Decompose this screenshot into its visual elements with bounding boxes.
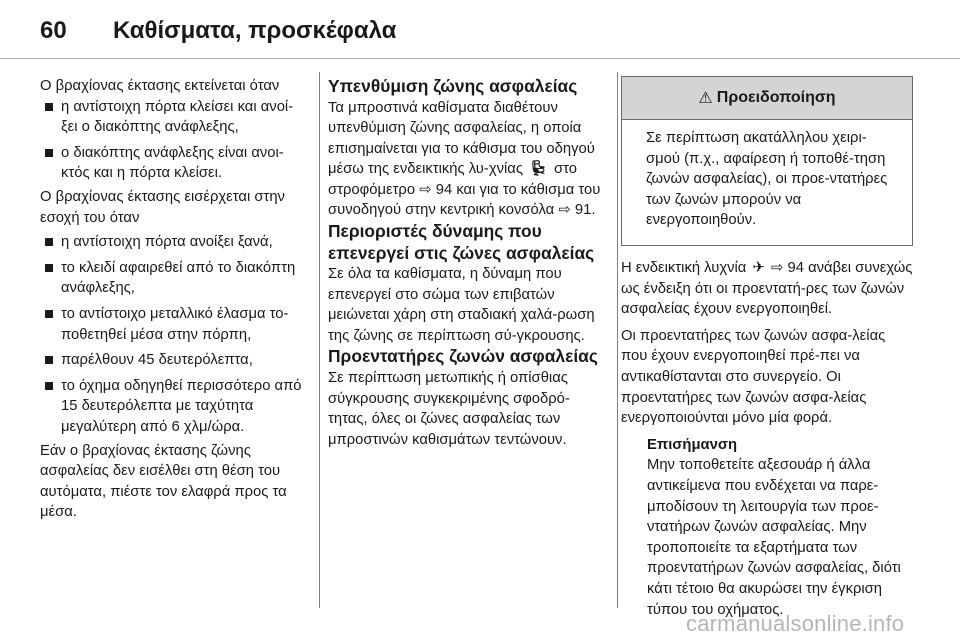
column-middle (328, 76, 606, 450)
paragraph-retract-intro: Ο βραχίονας έκτασης εισέρχεται στην εσοχή του όταν (40, 188, 285, 226)
paragraph-manual-retract: Εάν ο βραχίονας έκτασης ζώνης ασφαλείας δεν εισέλθει στη θέση του αυτόματα, πιέστε τον ελαφρά προς τα μέσα. (40, 442, 287, 521)
paragraph-pretensioners: Σε περίπτωση μετωπικής ή οπίσθιας σύγκρουσης συγκεκριμένης σφοδρό-τητας, όλες οι ζώνες ασφαλείας των μπροστινών καθισμάτων τεντώνουν. (328, 369, 570, 448)
list-item: η αντίστοιχη πόρτα ανοίξει ξανά, (40, 232, 308, 253)
page-ref-arrow-icon: ⇨ (558, 202, 571, 219)
page-title: Καθίσματα, προσκέφαλα (113, 17, 397, 44)
seatbelt-icon: 💺︎ (529, 161, 548, 178)
page-ref-arrow-icon: ⇨ (770, 260, 784, 276)
header-divider (0, 58, 960, 59)
warning-triangle-icon: ⚠ (698, 90, 713, 107)
watermark: carmanualsonline.info (686, 611, 905, 636)
text-segment: Τα μπροστινά καθίσματα διαθέτουν υπενθύμιση ζώνης ασφαλείας, η οποία επισημαίνεται για το κάθισμα του οδηγού μέσω της ενδεικτικής λυ-χνίας (328, 99, 595, 178)
page-header (0, 0, 960, 62)
list-item: παρέλθουν 45 δευτερόλεπτα, (40, 350, 308, 371)
paragraph-replacement: Οι προεντατήρες των ζωνών ασφα-λείας που έχουν ενεργοποιηθεί πρέ-πει να αντικαθίστανται στο συνεργείο. Οι προεντατήρες των ζωνών ασφα-λείας ενεργοποιούνται μόνο μία φορά. (621, 327, 886, 427)
heading-seatbelt-reminder: Υπενθύμιση ζώνης ασφαλείας (328, 76, 578, 96)
note-text: Μην τοποθετείτε αξεσουάρ ή άλλα αντικείμενα που ενδέχεται να παρε-μποδίσουν τη λειτουργία των προε-ντατήρων ζωνών ασφαλείας. Μην τροποποιείτε τα εξαρτήματα των προεντατήρων ζωνών ασφαλείας, διότι κάτι τέτοιο θα ακυρώσει την έγκριση τύπου του οχήματος. (647, 457, 901, 618)
list-item: η αντίστοιχη πόρτα κλείσει και ανοί-ξει ο διακόπτης ανάφλεξης, (40, 97, 308, 138)
warning-header (622, 77, 912, 120)
paragraph-indicator (621, 258, 913, 320)
retract-conditions-list (40, 232, 308, 437)
paragraph-extend-intro: Ο βραχίονας έκτασης εκτείνεται όταν (40, 78, 280, 94)
column-divider-1 (319, 72, 320, 608)
list-item: το κλειδί αφαιρεθεί από το διακόπτη ανάφλεξης, (40, 258, 308, 299)
text-segment: στο στροφόμετρο (328, 161, 578, 198)
column-right (621, 258, 913, 620)
list-item: το αντίστοιχο μεταλλικό έλασμα το-ποθετηθεί μέσα στην πόρπη, (40, 304, 308, 345)
column-left (40, 76, 308, 523)
text-segment: Η ενδεικτική λυχνία (621, 260, 747, 276)
paragraph-seatbelt-reminder (328, 98, 606, 222)
heading-force-limiters: Περιοριστές δύναμης που επενεργεί στις ζώνες ασφαλείας (328, 221, 595, 263)
page-ref: 94 (435, 181, 453, 198)
warning-box (621, 76, 913, 246)
paragraph-force-limiters: Σε όλα τα καθίσματα, η δύναμη που επενεργεί στο σώμα των επιβατών μειώνεται χάρη στη σταδιακή χαλά-ρωση της ζώνης σε περίπτωση σύ-γκρουσης. (328, 266, 595, 344)
list-item: το όχημα οδηγηθεί περισσότερο από 15 δευτερόλεπτα με ταχύτητα μεγαλύτερη από 6 χλμ/ώρα. (40, 376, 308, 438)
airbag-indicator-icon: ✈︎ (752, 260, 765, 276)
page-ref: 94 (787, 260, 804, 276)
list-item: ο διακόπτης ανάφλεξης είναι ανοι-κτός και η πόρτα κλείσει. (40, 143, 308, 184)
column-divider-2 (617, 72, 618, 608)
page-ref: 91. (574, 202, 596, 219)
warning-title: Προειδοποίηση (716, 89, 836, 106)
page-number: 60 (40, 17, 67, 44)
text-segment: ανάβει συνεχώς ως ένδειξη ότι οι προεντατή-ρες των ζωνών ασφαλείας έχουν ενεργοποιηθεί. (621, 260, 913, 318)
warning-text: Σε περίπτωση ακατάλληλου χειρι-σμού (π.χ., αφαίρεση ή τοποθέ-τηση ζωνών ασφαλείας), οι προε-ντατήρες των ζωνών μπορούν να ενεργοποιηθούν. (646, 130, 888, 229)
note-block (621, 435, 913, 620)
note-title: Επισήμανση (647, 436, 738, 453)
page-ref-arrow-icon: ⇨ (419, 181, 432, 198)
extend-conditions-list (40, 97, 308, 184)
text-segment: και για το κάθισμα του συνοδηγού στην κεντρική κονσόλα (328, 181, 601, 219)
heading-pretensioners: Προεντατήρες ζωνών ασφαλείας (328, 346, 598, 367)
